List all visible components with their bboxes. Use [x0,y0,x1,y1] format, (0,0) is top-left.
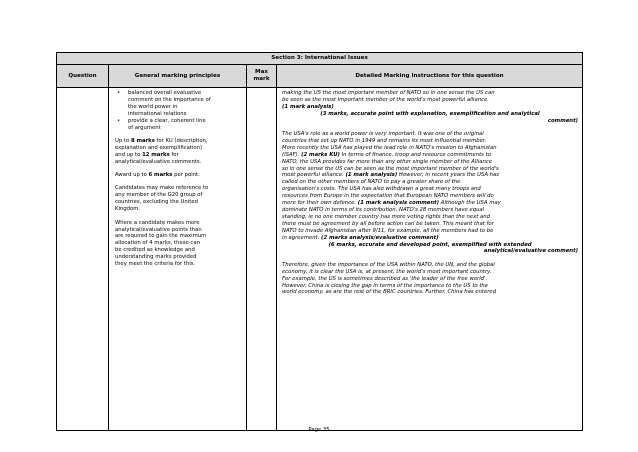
detailed-instructions-cell [277,88,583,431]
answer-block-2: The USA's role as a world power is very important. It was one of the original countries that set up NATO in 1949 and remains its most influential member. More recently the USA has played the lead role in NATO's mission to Afghanistan (ISAF). (2 marks KU) In terms of finance, troop and resource commitments to NATO, the USA provides far more than any other single member of the Alliance so in one sense the US can be seen as the most important member of the world's most powerful alliance. (1 mark analysis) However, in recent years the USA has called on the other members of NATO to pay a greater share of the organisation's costs. The USA has also withdrawn a great many troops and resources from Europe in the expectation that European NATO members will do more for their own defence. (1 mark analysis comment) Although the USA may dominate NATO in terms of its contribution, NATO's 28 members have equal standing, ie no one member country has more voting rights than the next and there must be agreement by all before action can be taken. This meant that for NATO to invade Afghanistan after 9/11, for example, all the members had to be in agreement. (2 marks analysis/evaluative comment) [282,131,501,241]
page-number: Page 35 [308,427,330,433]
section-header-row [57,53,583,65]
question-cell [57,88,109,431]
section-title: Section 3: International Issues [57,53,583,65]
per-point-text: Award up to 6 marks per point. [115,172,200,179]
extra-points-text: Where a candidate makes more analytical/evaluative points than are required to gain the maximum allocation of 4 marks, these can be credited as knowledge and understanding marks provided they meet the criteria for this. [115,219,207,268]
mark-summary-2: (6 marks, accurate and developed point, exemplified with extended [328,241,532,248]
content-row [57,88,583,431]
header-detailed-instructions: Detailed Marking Instructions for this question [277,65,583,88]
general-principles-cell [109,88,247,431]
bullet-icon: • [117,117,121,124]
list-item: • balanced overall evaluative comment on the importance of the world power in international relations [117,90,211,117]
list-item: • provide a clear, coherent line of argument [117,117,206,131]
column-header-row [57,65,583,88]
marks-allocation-text: Up to 8 marks for KU (description, explanation and exemplification) and up to 12 marks for analytical/evaluative comments. [115,137,208,165]
max-mark-cell [247,88,277,431]
principles-list [115,90,242,131]
answer-block-1: making the US the most important member of NATO so in one sense the US can be seen as the most important member of the world's most powerful alliance. (1 mark analysis) [282,90,495,110]
mark-summary-1: (3 marks, accurate point with explanation, exemplification and analytical [320,110,540,117]
mark-summary-1-end: comment) [547,117,579,124]
header-question: Question [57,65,109,88]
answer-block-3: Therefore, given the importance of the USA within NATO, the UN, and the global economy, it is clear the USA is, at present, the world's most important country. For example, the US is sometimes described as 'the leader of the free world'. However, China is closing the gap in terms of the importance to the US to the world economy, as are the rest of the BRIC countries. Further, China has entered [282,261,497,296]
header-max-mark: Max mark [247,65,277,88]
mark-summary-2-end: analytical/evaluative comment) [483,248,579,255]
header-general-principles: General marking principles [109,65,247,88]
marking-table [56,52,583,431]
bullet-icon: • [117,90,121,96]
g20-text: Candidates may make reference to any member of the G20 group of countries, excluding the United Kingdom. [115,185,209,213]
